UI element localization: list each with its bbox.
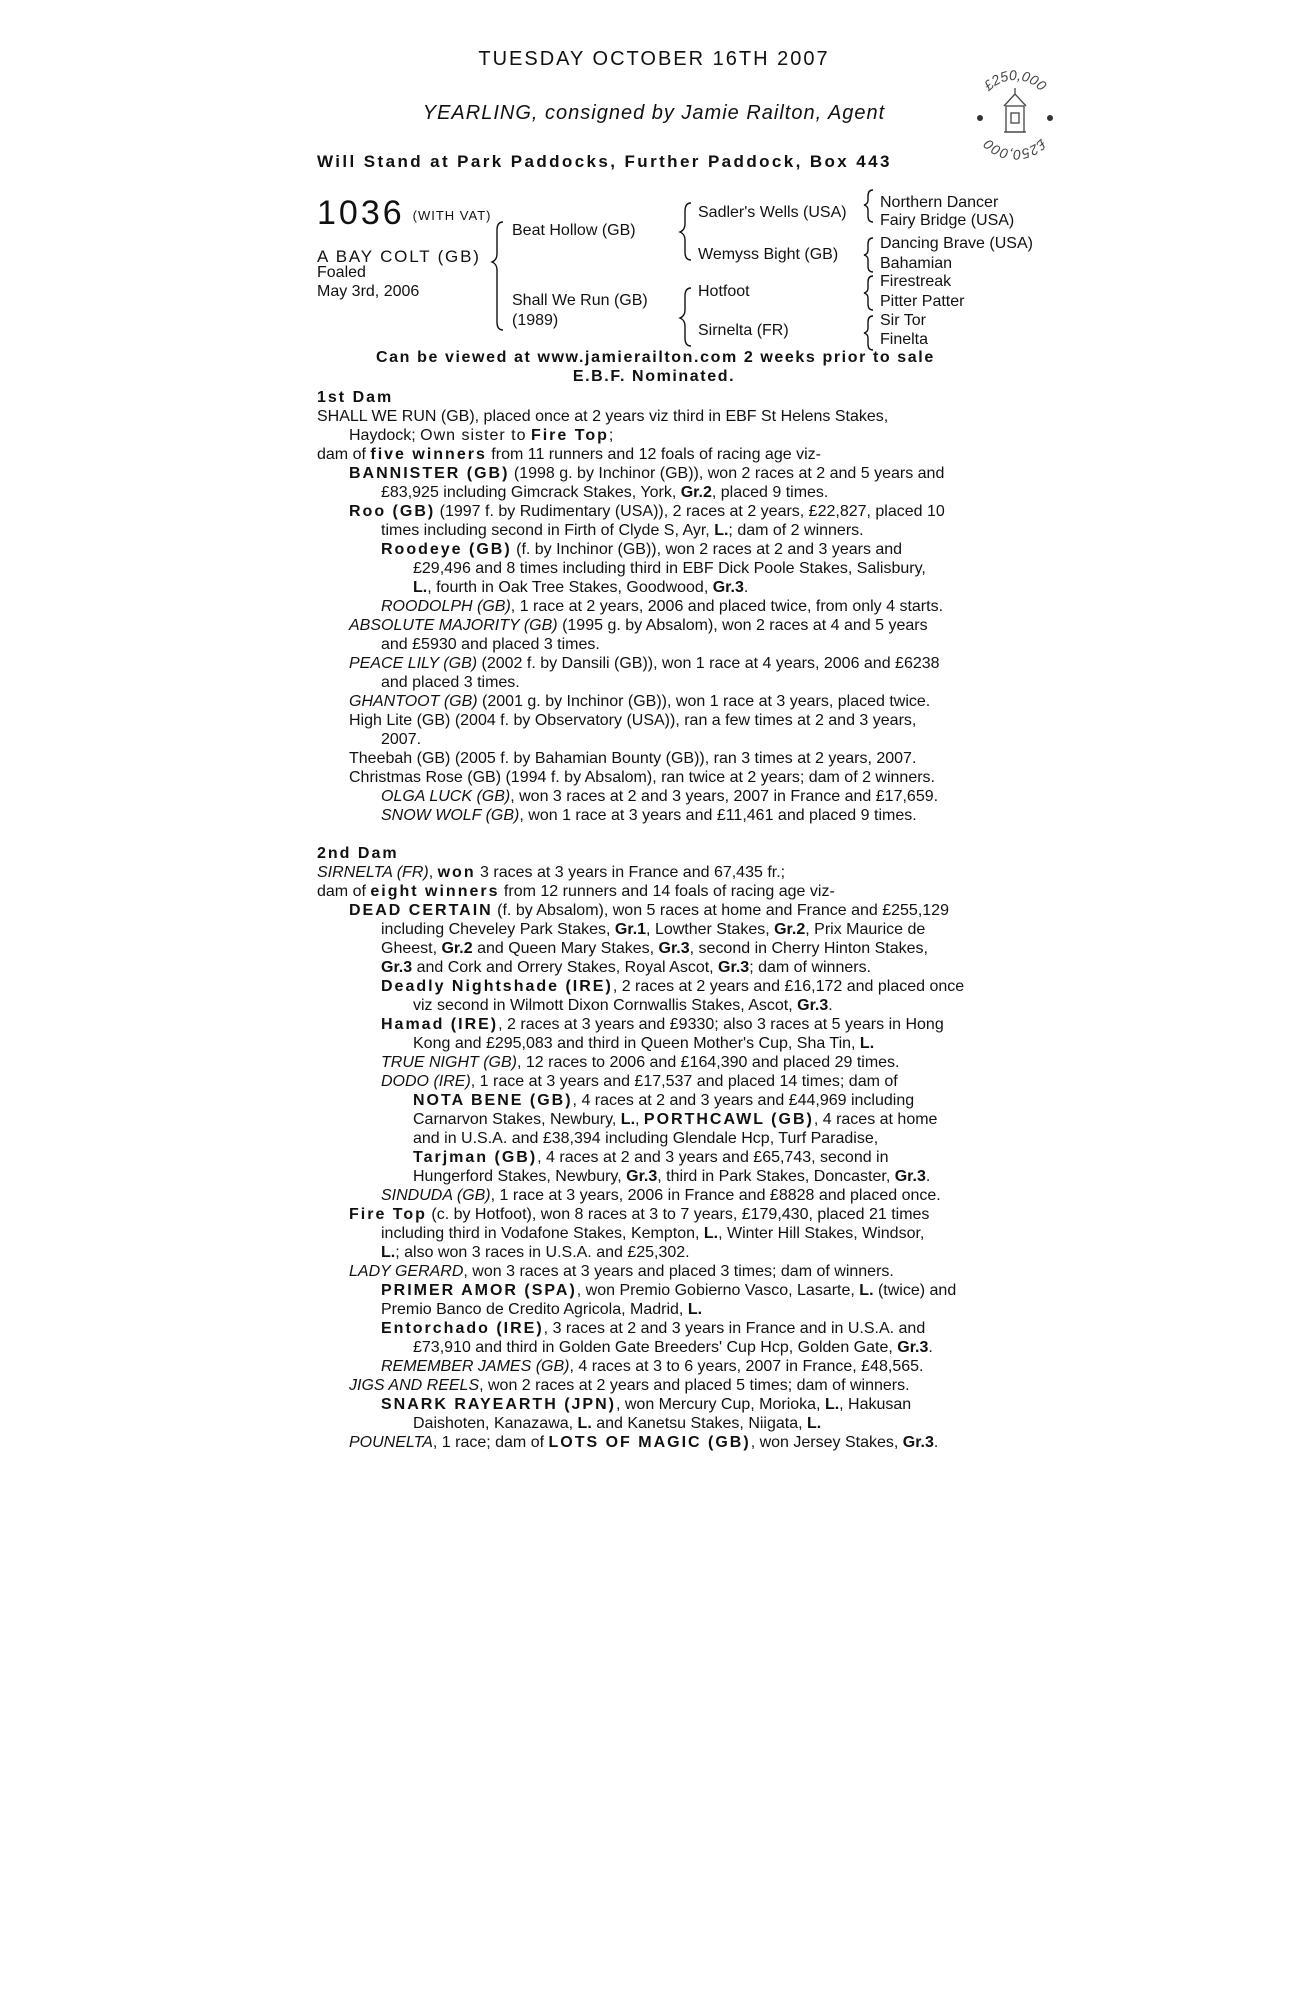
produce-entry: PEACE LILY (GB) (2002 f. by Dansili (GB)), won 1 race at 4 years, 2006 and £6238 bbox=[349, 655, 940, 672]
pedigree-g3-3: Dancing Brave (USA) bbox=[880, 235, 1033, 252]
pedigree-g3-1: Northern Dancer bbox=[880, 194, 999, 211]
produce-entry: GHANTOOT (GB) (2001 g. by Inchinor (GB)), won 1 race at 3 years, placed twice. bbox=[349, 693, 931, 710]
text-line: £29,496 and 8 times including third in EBF Dick Poole Stakes, Salisbury, bbox=[413, 560, 926, 577]
text-line: SHALL WE RUN (GB), placed once at 2 years viz third in EBF St Helens Stakes, bbox=[317, 408, 889, 425]
text-line: Daishoten, Kanazawa, L. and Kanetsu Stakes, Niigata, L. bbox=[413, 1415, 822, 1432]
text-line: Hungerford Stakes, Newbury, Gr.3, third in Park Stakes, Doncaster, Gr.3. bbox=[413, 1168, 931, 1185]
pedigree-details bbox=[317, 388, 1007, 1452]
foaled-date: May 3rd, 2006 bbox=[317, 283, 420, 300]
text-line: including Cheveley Park Stakes, Gr.1, Lowther Stakes, Gr.2, Prix Maurice de bbox=[381, 921, 926, 938]
text-line: and placed 3 times. bbox=[381, 674, 520, 691]
produce-entry: Entorchado (IRE), 3 races at 2 and 3 years in France and in U.S.A. and bbox=[381, 1320, 926, 1337]
produce-entry: BANNISTER (GB) (1998 g. by Inchinor (GB)), won 2 races at 2 and 5 years and bbox=[349, 465, 945, 482]
svg-text:£250,000: £250,000 bbox=[980, 136, 1050, 162]
pedigree-dam: Shall We Run (GB) bbox=[512, 292, 648, 309]
produce-entry: Fire Top (c. by Hotfoot), won 8 races at 3 to 7 years, £179,430, placed 21 times bbox=[349, 1206, 930, 1223]
lot-number: 1036 (WITH VAT) bbox=[317, 194, 492, 232]
text-line: 2007. bbox=[381, 731, 422, 748]
foaled-label: Foaled bbox=[317, 264, 366, 281]
produce-entry: LADY GERARD, won 3 races at 3 years and placed 3 times; dam of winners. bbox=[349, 1263, 894, 1280]
produce-entry: PRIMER AMOR (SPA), won Premio Gobierno Vasco, Lasarte, L. (twice) and bbox=[381, 1282, 957, 1299]
text-line: L., fourth in Oak Tree Stakes, Goodwood, Gr.3. bbox=[413, 579, 749, 596]
pedigree-dam-sire: Hotfoot bbox=[698, 283, 750, 300]
text-line: Gr.3 and Cork and Orrery Stakes, Royal Ascot, Gr.3; dam of winners. bbox=[381, 959, 872, 976]
second-dam-heading: 2nd Dam bbox=[317, 845, 399, 862]
text-line: SIRNELTA (FR), won 3 races at 3 years in France and 67,435 fr.; bbox=[317, 864, 786, 881]
produce-entry: Roo (GB) (1997 f. by Rudimentary (USA)), 2 races at 2 years, £22,827, placed 10 bbox=[349, 503, 945, 520]
text-line: and in U.S.A. and £38,394 including Glendale Hcp, Turf Paradise, bbox=[413, 1130, 879, 1147]
pedigree-g3-5: Firestreak bbox=[880, 273, 952, 290]
text-line: £73,910 and third in Golden Gate Breeders' Cup Hcp, Golden Gate, Gr.3. bbox=[413, 1339, 933, 1356]
text-line: £83,925 including Gimcrack Stakes, York, Gr.2, placed 9 times. bbox=[381, 484, 829, 501]
produce-entry: TRUE NIGHT (GB), 12 races to 2006 and £164,390 and placed 29 times. bbox=[381, 1054, 900, 1071]
text-line: L.; also won 3 races in U.S.A. and £25,302. bbox=[381, 1244, 690, 1261]
produce-entry: Christmas Rose (GB) (1994 f. by Absalom), ran twice at 2 years; dam of 2 winners. bbox=[349, 769, 935, 786]
horse-description: A BAY COLT (GB) bbox=[317, 247, 481, 266]
pedigree-sire-sire: Sadler's Wells (USA) bbox=[698, 204, 847, 221]
produce-entry: DODO (IRE), 1 race at 3 years and £17,537 and placed 14 times; dam of bbox=[381, 1073, 898, 1090]
viewing-note: Can be viewed at www.jamierailton.com 2 weeks prior to sale bbox=[376, 349, 935, 366]
produce-entry: JIGS AND REELS, won 2 races at 2 years and placed 5 times; dam of winners. bbox=[349, 1377, 910, 1394]
text-line: dam of eight winners from 12 runners and 14 foals of racing age viz- bbox=[317, 883, 835, 900]
produce-entry: Roodeye (GB) (f. by Inchinor (GB)), won 2 races at 2 and 3 years and bbox=[381, 541, 903, 558]
produce-entry: Tarjman (GB), 4 races at 2 and 3 years and £65,743, second in bbox=[413, 1149, 889, 1166]
produce-entry: Hamad (IRE), 2 races at 3 years and £9330; also 3 races at 5 years in Hong bbox=[381, 1016, 944, 1033]
produce-entry: SNOW WOLF (GB), won 1 race at 3 years and £11,461 and placed 9 times. bbox=[381, 807, 917, 824]
pedigree-dam-dam: Sirnelta (FR) bbox=[698, 322, 789, 339]
produce-entry: Deadly Nightshade (IRE), 2 races at 2 years and £16,172 and placed once bbox=[381, 978, 965, 995]
pedigree-braces bbox=[0, 0, 1308, 360]
text-line: Carnarvon Stakes, Newbury, L., PORTHCAWL (GB), 4 races at home bbox=[413, 1111, 938, 1128]
pedigree-g3-2: Fairy Bridge (USA) bbox=[880, 212, 1015, 229]
consignor-line: YEARLING, consigned by Jamie Railton, Agent bbox=[422, 102, 886, 124]
svg-text:£250,000: £250,000 bbox=[980, 68, 1050, 94]
vat-note: (WITH VAT) bbox=[412, 207, 492, 223]
pedigree-g3-4: Bahamian bbox=[880, 255, 953, 272]
produce-entry: NOTA BENE (GB), 4 races at 2 and 3 years and £44,969 including bbox=[413, 1092, 915, 1109]
pedigree-g3-8: Finelta bbox=[880, 331, 929, 348]
text-line: and £5930 and placed 3 times. bbox=[381, 636, 600, 653]
pedigree-g3-6: Pitter Patter bbox=[880, 293, 965, 310]
text-line: including third in Vodafone Stakes, Kempton, L., Winter Hill Stakes, Windsor, bbox=[381, 1225, 925, 1242]
produce-entry: REMEMBER JAMES (GB), 4 races at 3 to 6 years, 2007 in France, £48,565. bbox=[381, 1358, 924, 1375]
sale-date: TUESDAY OCTOBER 16TH 2007 bbox=[478, 48, 830, 70]
produce-entry: SNARK RAYEARTH (JPN), won Mercury Cup, Morioka, L., Hakusan bbox=[381, 1396, 912, 1413]
produce-entry: POUNELTA, 1 race; dam of LOTS OF MAGIC (GB), won Jersey Stakes, Gr.3. bbox=[349, 1434, 939, 1451]
produce-entry: ROODOLPH (GB), 1 race at 2 years, 2006 and placed twice, from only 4 starts. bbox=[381, 598, 944, 615]
pedigree-g3-7: Sir Tor bbox=[880, 312, 926, 329]
text-line: Premio Banco de Credito Agricola, Madrid, L. bbox=[381, 1301, 703, 1318]
pedigree-sire-dam: Wemyss Bight (GB) bbox=[698, 246, 839, 263]
text-line: dam of five winners from 11 runners and 12 foals of racing age viz- bbox=[317, 446, 821, 463]
first-dam-heading: 1st Dam bbox=[317, 389, 394, 406]
produce-entry: SINDUDA (GB), 1 race at 3 years, 2006 in France and £8828 and placed once. bbox=[381, 1187, 941, 1204]
produce-entry: DEAD CERTAIN (f. by Absalom), won 5 races at home and France and £255,129 bbox=[349, 902, 949, 919]
text-line: Haydock; Own sister to Fire Top; bbox=[349, 427, 614, 444]
text-line: viz second in Wilmott Dixon Cornwallis Stakes, Ascot, Gr.3. bbox=[413, 997, 833, 1014]
stand-location: Will Stand at Park Paddocks, Further Paddock, Box 443 bbox=[317, 152, 892, 171]
pedigree-sire: Beat Hollow (GB) bbox=[512, 222, 636, 239]
produce-entry: High Lite (GB) (2004 f. by Observatory (USA)), ran a few times at 2 and 3 years, bbox=[349, 712, 917, 729]
produce-entry: OLGA LUCK (GB), won 3 races at 2 and 3 years, 2007 in France and £17,659. bbox=[381, 788, 939, 805]
text-line: Kong and £295,083 and third in Queen Mother's Cup, Sha Tin, L. bbox=[413, 1035, 875, 1052]
ebf-note: E.B.F. Nominated. bbox=[572, 368, 736, 385]
text-line: times including second in Firth of Clyde S, Ayr, L.; dam of 2 winners. bbox=[381, 522, 864, 539]
produce-entry: ABSOLUTE MAJORITY (GB) (1995 g. by Absalom), won 2 races at 4 and 5 years bbox=[349, 617, 928, 634]
text-line: Gheest, Gr.2 and Queen Mary Stakes, Gr.3, second in Cherry Hinton Stakes, bbox=[381, 940, 928, 957]
produce-entry: Theebah (GB) (2005 f. by Bahamian Bounty (GB)), ran 3 times at 2 years, 2007. bbox=[349, 750, 917, 767]
pedigree-dam-year: (1989) bbox=[512, 312, 559, 329]
